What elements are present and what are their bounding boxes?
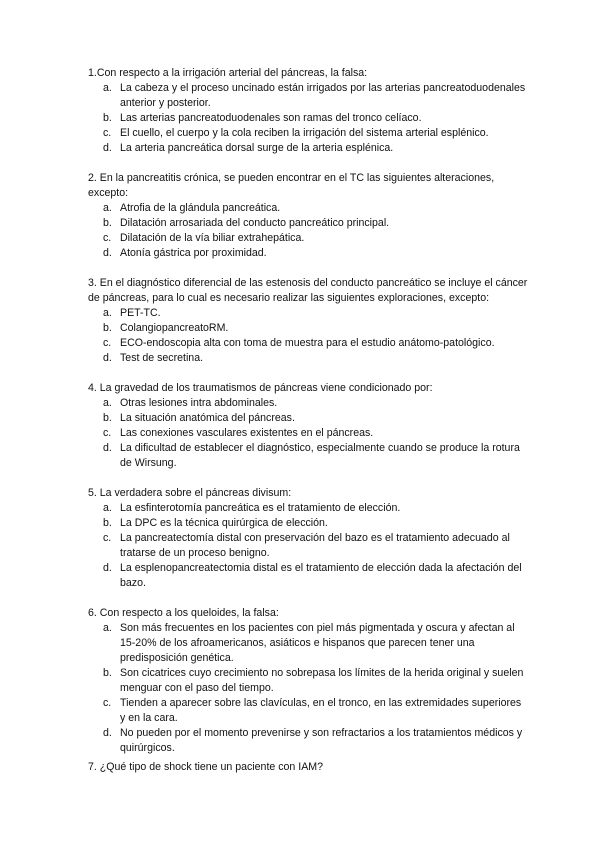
question-stem: 1.Con respecto a la irrigación arterial del páncreas, la falsa:: [88, 67, 368, 79]
option-item: [88, 336, 528, 351]
question-6: [88, 606, 528, 756]
option-letter: c.: [103, 127, 112, 139]
option-letter: c.: [103, 232, 112, 244]
option-letter: b.: [103, 322, 112, 334]
option-text: PET-TC.: [120, 307, 161, 319]
option-text: Dilatación arrosariada del conducto pancreático principal.: [120, 217, 390, 229]
question-1: [88, 66, 528, 156]
question-4: [88, 381, 528, 471]
option-text: Son más frecuentes en los pacientes con piel más pigmentada y oscura y afectan al 15-20% de los afroamericanos, asiáticos e hispanos que parecen tener una predisposición genética.: [120, 622, 515, 664]
option-text: La situación anatómica del páncreas.: [120, 412, 295, 424]
question-2: [88, 171, 528, 261]
option-letter: c.: [103, 427, 112, 439]
option-text: Test de secretina.: [120, 352, 204, 364]
option-text: ColangiopancreatoRM.: [120, 322, 229, 334]
question-stem: 4. La gravedad de los traumatismos de páncreas viene condicionado por:: [88, 382, 433, 394]
option-text: Otras lesiones intra abdominales.: [120, 397, 278, 409]
option-item: [88, 216, 528, 231]
option-list: [88, 501, 528, 591]
option-letter: d.: [103, 727, 112, 739]
option-letter: a.: [103, 502, 112, 514]
option-letter: d.: [103, 442, 112, 454]
option-letter: b.: [103, 217, 112, 229]
option-letter: a.: [103, 82, 112, 94]
option-text: Atrofia de la glándula pancreática.: [120, 202, 281, 214]
option-letter: b.: [103, 412, 112, 424]
option-item: [88, 201, 528, 216]
option-text: La esfinterotomía pancreática es el tratamiento de elección.: [120, 502, 401, 514]
option-letter: c.: [103, 532, 112, 544]
option-item: [88, 426, 528, 441]
option-letter: d.: [103, 562, 112, 574]
option-text: La esplenopancreatectomia distal es el tratamiento de elección dada la afectación del bazo.: [120, 562, 522, 589]
option-list: [88, 81, 528, 156]
option-item: [88, 141, 528, 156]
option-item: [88, 231, 528, 246]
option-text: La dificultad de establecer el diagnóstico, especialmente cuando se produce la rotura de Wirsung.: [120, 442, 520, 469]
option-item: [88, 321, 528, 336]
option-text: La pancreatectomía distal con preservación del bazo es el tratamiento adecuado al tratarse de un proceso benigno.: [120, 532, 510, 559]
option-letter: b.: [103, 667, 112, 679]
option-text: Son cicatrices cuyo crecimiento no sobrepasa los límites de la herida original y suelen menguar con el paso del tiempo.: [120, 667, 524, 694]
option-item: [88, 411, 528, 426]
option-list: [88, 621, 528, 756]
option-letter: a.: [103, 397, 112, 409]
option-item: [88, 126, 528, 141]
question-stem: 5. La verdadera sobre el páncreas divisum:: [88, 487, 292, 499]
option-item: [88, 621, 528, 666]
option-item: [88, 246, 528, 261]
option-text: La DPC es la técnica quirúrgica de elección.: [120, 517, 328, 529]
option-letter: d.: [103, 142, 112, 154]
option-text: ECO-endoscopia alta con toma de muestra para el estudio anátomo-patológico.: [120, 337, 495, 349]
option-letter: b.: [103, 112, 112, 124]
option-item: [88, 351, 528, 366]
question-7: [88, 760, 528, 775]
option-text: Las arterias pancreatoduodenales son ramas del tronco celíaco.: [120, 112, 422, 124]
question-5: [88, 486, 528, 591]
option-letter: a.: [103, 202, 112, 214]
question-stem: 3. En el diagnóstico diferencial de las estenosis del conducto pancreático se incluye el cáncer de páncreas, para lo cual es necesario realizar las siguientes exploraciones, excepto:: [88, 277, 528, 304]
option-item: [88, 441, 528, 471]
question-3: [88, 276, 528, 366]
option-letter: d.: [103, 247, 112, 259]
option-text: Atonía gástrica por proximidad.: [120, 247, 267, 259]
option-letter: c.: [103, 337, 112, 349]
question-stem: 7. ¿Qué tipo de shock tiene un paciente con IAM?: [88, 761, 323, 773]
option-item: [88, 81, 528, 111]
option-text: Tienden a aparecer sobre las clavículas, en el tronco, en las extremidades superiores y en la cara.: [120, 697, 522, 724]
option-letter: b.: [103, 517, 112, 529]
option-letter: a.: [103, 307, 112, 319]
option-text: Dilatación de la vía biliar extrahepática.: [120, 232, 305, 244]
option-text: No pueden por el momento prevenirse y son refractarios a los tratamientos médicos y quirúrgicos.: [120, 727, 523, 754]
option-text: La arteria pancreática dorsal surge de la arteria esplénica.: [120, 142, 394, 154]
option-list: [88, 396, 528, 471]
option-text: La cabeza y el proceso uncinado están irrigados por las arterias pancreatoduodenales anterior y posterior.: [120, 82, 526, 109]
option-item: [88, 561, 528, 591]
option-item: [88, 501, 528, 516]
option-item: [88, 111, 528, 126]
question-stem: 6. Con respecto a los queloides, la falsa:: [88, 607, 279, 619]
option-item: [88, 531, 528, 561]
option-item: [88, 666, 528, 696]
option-item: [88, 696, 528, 726]
option-list: [88, 201, 528, 261]
question-stem: 2. En la pancreatitis crónica, se pueden encontrar en el TC las siguientes alteraciones, excepto:: [88, 172, 495, 199]
option-item: [88, 726, 528, 756]
option-letter: c.: [103, 697, 112, 709]
option-letter: d.: [103, 352, 112, 364]
option-item: [88, 306, 528, 321]
option-letter: a.: [103, 622, 112, 634]
option-list: [88, 306, 528, 366]
option-item: [88, 396, 528, 411]
option-item: [88, 516, 528, 531]
option-text: El cuello, el cuerpo y la cola reciben la irrigación del sistema arterial esplénico.: [120, 127, 489, 139]
document-page: [88, 66, 528, 775]
option-text: Las conexiones vasculares existentes en el páncreas.: [120, 427, 374, 439]
